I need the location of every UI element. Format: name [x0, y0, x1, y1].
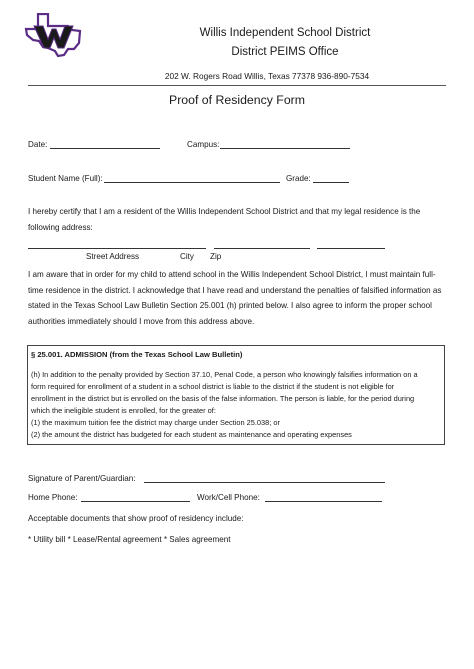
campus-label: Campus:	[187, 140, 220, 149]
residency-paragraph: I am aware that in order for my child to attend school in the Willis Independent School District, I must maintain full-time residence in the district. I acknowledge that I have read and understand the penalties of falsified information as stated in the Texas School Law Bulletin Section 25.001 (h) printed below. I also agree to inform the proper school authorities immediately should I move from this address above.	[28, 270, 442, 326]
certify-paragraph: I hereby certify that I am a resident of the Willis Independent School District and that my legal residence is the following address:	[28, 207, 421, 232]
campus-field[interactable]	[220, 140, 350, 149]
work-phone-field[interactable]	[265, 493, 382, 502]
date-label: Date:	[28, 140, 48, 149]
home-phone-field[interactable]	[81, 493, 190, 502]
grade-field[interactable]	[313, 174, 349, 183]
law-line: (2) the amount the district has budgeted for each student as maintenance and operating expenses	[31, 430, 352, 439]
student-name-label: Student Name (Full):	[28, 174, 103, 183]
home-phone-label: Home Phone:	[28, 493, 78, 502]
documents-list: * Utility bill * Lease/Rental agreement * Sales agreement	[28, 535, 231, 544]
signature-label: Signature of Parent/Guardian:	[28, 474, 136, 483]
law-line: form required for enrollment of a student in a school district is liable to the district if the student is not eligible for	[31, 382, 395, 391]
law-line: which the ineligible student is enrolled, for the greater of:	[31, 406, 216, 415]
header-divider	[28, 85, 446, 86]
student-name-field[interactable]	[104, 174, 280, 183]
signature-field[interactable]	[144, 474, 385, 483]
city-label: City	[180, 252, 194, 261]
law-title: § 25.001. ADMISSION (from the Texas School Law Bulletin)	[31, 350, 243, 359]
law-excerpt-box	[27, 345, 445, 445]
law-line: enrollment in the district but is enrolled on the basis of the false information. The person is liable, for the period during	[31, 394, 415, 403]
grade-label: Grade:	[286, 174, 311, 183]
office-name: District PEIMS Office	[231, 46, 339, 58]
law-line: (1) the maximum tuition fee the district may charge under Section 25.038; or	[31, 418, 280, 427]
street-address-label: Street Address	[86, 252, 140, 261]
district-name: Willis Independent School District	[199, 27, 371, 39]
law-line: (h) In addition to the penalty provided by Section 37.10, Penal Code, a person who knowingly falsifies information on a	[31, 370, 418, 379]
zip-field[interactable]	[317, 240, 385, 249]
zip-label: Zip	[210, 252, 222, 261]
date-field[interactable]	[50, 140, 160, 149]
street-address-field[interactable]	[28, 240, 206, 249]
city-field[interactable]	[214, 240, 310, 249]
district-address: 202 W. Rogers Road Willis, Texas 77378 936-890-7534	[164, 71, 370, 81]
form-title: Proof of Residency Form	[169, 93, 305, 107]
district-logo	[24, 13, 82, 57]
work-phone-label: Work/Cell Phone:	[197, 493, 260, 502]
documents-label: Acceptable documents that show proof of residency include:	[28, 514, 244, 523]
